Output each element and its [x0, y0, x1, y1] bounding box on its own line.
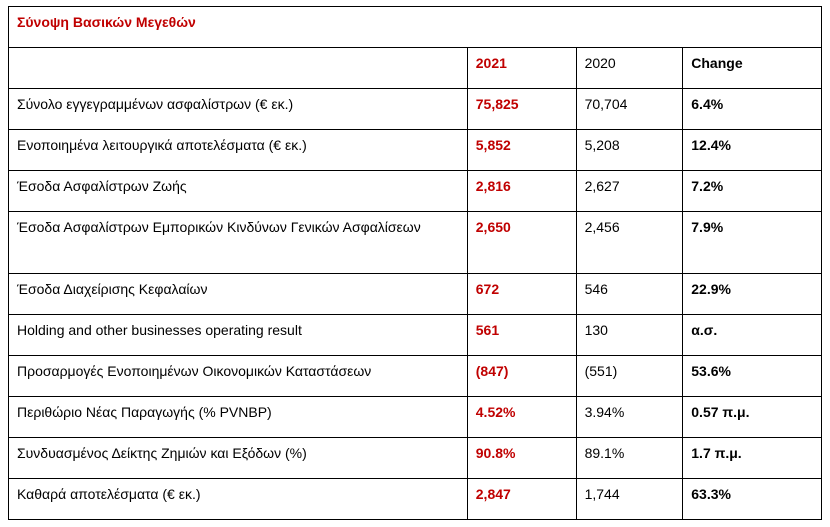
- value-change: 53.6%: [683, 356, 822, 397]
- header-label-cell: [9, 48, 468, 89]
- value-change: 7.2%: [683, 171, 822, 212]
- row-label: Έσοδα Ασφαλίστρων Ζωής: [9, 171, 468, 212]
- header-change: Change: [683, 48, 822, 89]
- value-change: 0.57 π.μ.: [683, 397, 822, 438]
- value-2021: 4.52%: [467, 397, 576, 438]
- row-label: Έσοδα Διαχείρισης Κεφαλαίων: [9, 274, 468, 315]
- table-row: [9, 438, 822, 479]
- table-row: [9, 397, 822, 438]
- table-row: [9, 274, 822, 315]
- header-row: [9, 48, 822, 89]
- row-label: Προσαρμογές Ενοποιημένων Οικονομικών Καταστάσεων: [9, 356, 468, 397]
- header-2020: 2020: [576, 48, 683, 89]
- value-change: α.σ.: [683, 315, 822, 356]
- value-2020: 5,208: [576, 130, 683, 171]
- table-title: Σύνοψη Βασικών Μεγεθών: [17, 14, 196, 30]
- value-2020: 1,744: [576, 479, 683, 520]
- value-2020: 546: [576, 274, 683, 315]
- value-2021: 90.8%: [467, 438, 576, 479]
- row-label: Ενοποιημένα λειτουργικά αποτελέσματα (€ εκ.): [9, 130, 468, 171]
- value-2021: 672: [467, 274, 576, 315]
- row-label: Holding and other businesses operating result: [9, 315, 468, 356]
- row-label: Συνδυασμένος Δείκτης Ζημιών και Εξόδων (%): [9, 438, 468, 479]
- title-row: [9, 7, 822, 48]
- value-2021: 2,816: [467, 171, 576, 212]
- table-row: [9, 315, 822, 356]
- value-change: 63.3%: [683, 479, 822, 520]
- value-2021: 2,847: [467, 479, 576, 520]
- value-2020: 3.94%: [576, 397, 683, 438]
- value-2020: 89.1%: [576, 438, 683, 479]
- value-2021: 2,650: [467, 212, 576, 274]
- value-change: 7.9%: [683, 212, 822, 274]
- value-change: 12.4%: [683, 130, 822, 171]
- value-2021: 5,852: [467, 130, 576, 171]
- row-label: Περιθώριο Νέας Παραγωγής (% PVNBP): [9, 397, 468, 438]
- table-row: [9, 130, 822, 171]
- row-label: Έσοδα Ασφαλίστρων Εμπορικών Κινδύνων Γενικών Ασφαλίσεων: [9, 212, 468, 274]
- value-2021: 561: [467, 315, 576, 356]
- header-2021: 2021: [467, 48, 576, 89]
- title-cell: [9, 7, 822, 48]
- value-change: 6.4%: [683, 89, 822, 130]
- summary-table: [8, 6, 822, 520]
- value-2020: 70,704: [576, 89, 683, 130]
- row-label: Σύνολο εγγεγραμμένων ασφαλίστρων (€ εκ.): [9, 89, 468, 130]
- table-row: [9, 171, 822, 212]
- row-label: Καθαρά αποτελέσματα (€ εκ.): [9, 479, 468, 520]
- table-row: [9, 89, 822, 130]
- value-change: 22.9%: [683, 274, 822, 315]
- value-2020: 2,456: [576, 212, 683, 274]
- value-2021: (847): [467, 356, 576, 397]
- value-2020: 130: [576, 315, 683, 356]
- table-row: [9, 356, 822, 397]
- table-row: [9, 212, 822, 274]
- value-2020: 2,627: [576, 171, 683, 212]
- value-change: 1.7 π.μ.: [683, 438, 822, 479]
- value-2020: (551): [576, 356, 683, 397]
- value-2021: 75,825: [467, 89, 576, 130]
- table-row: [9, 479, 822, 520]
